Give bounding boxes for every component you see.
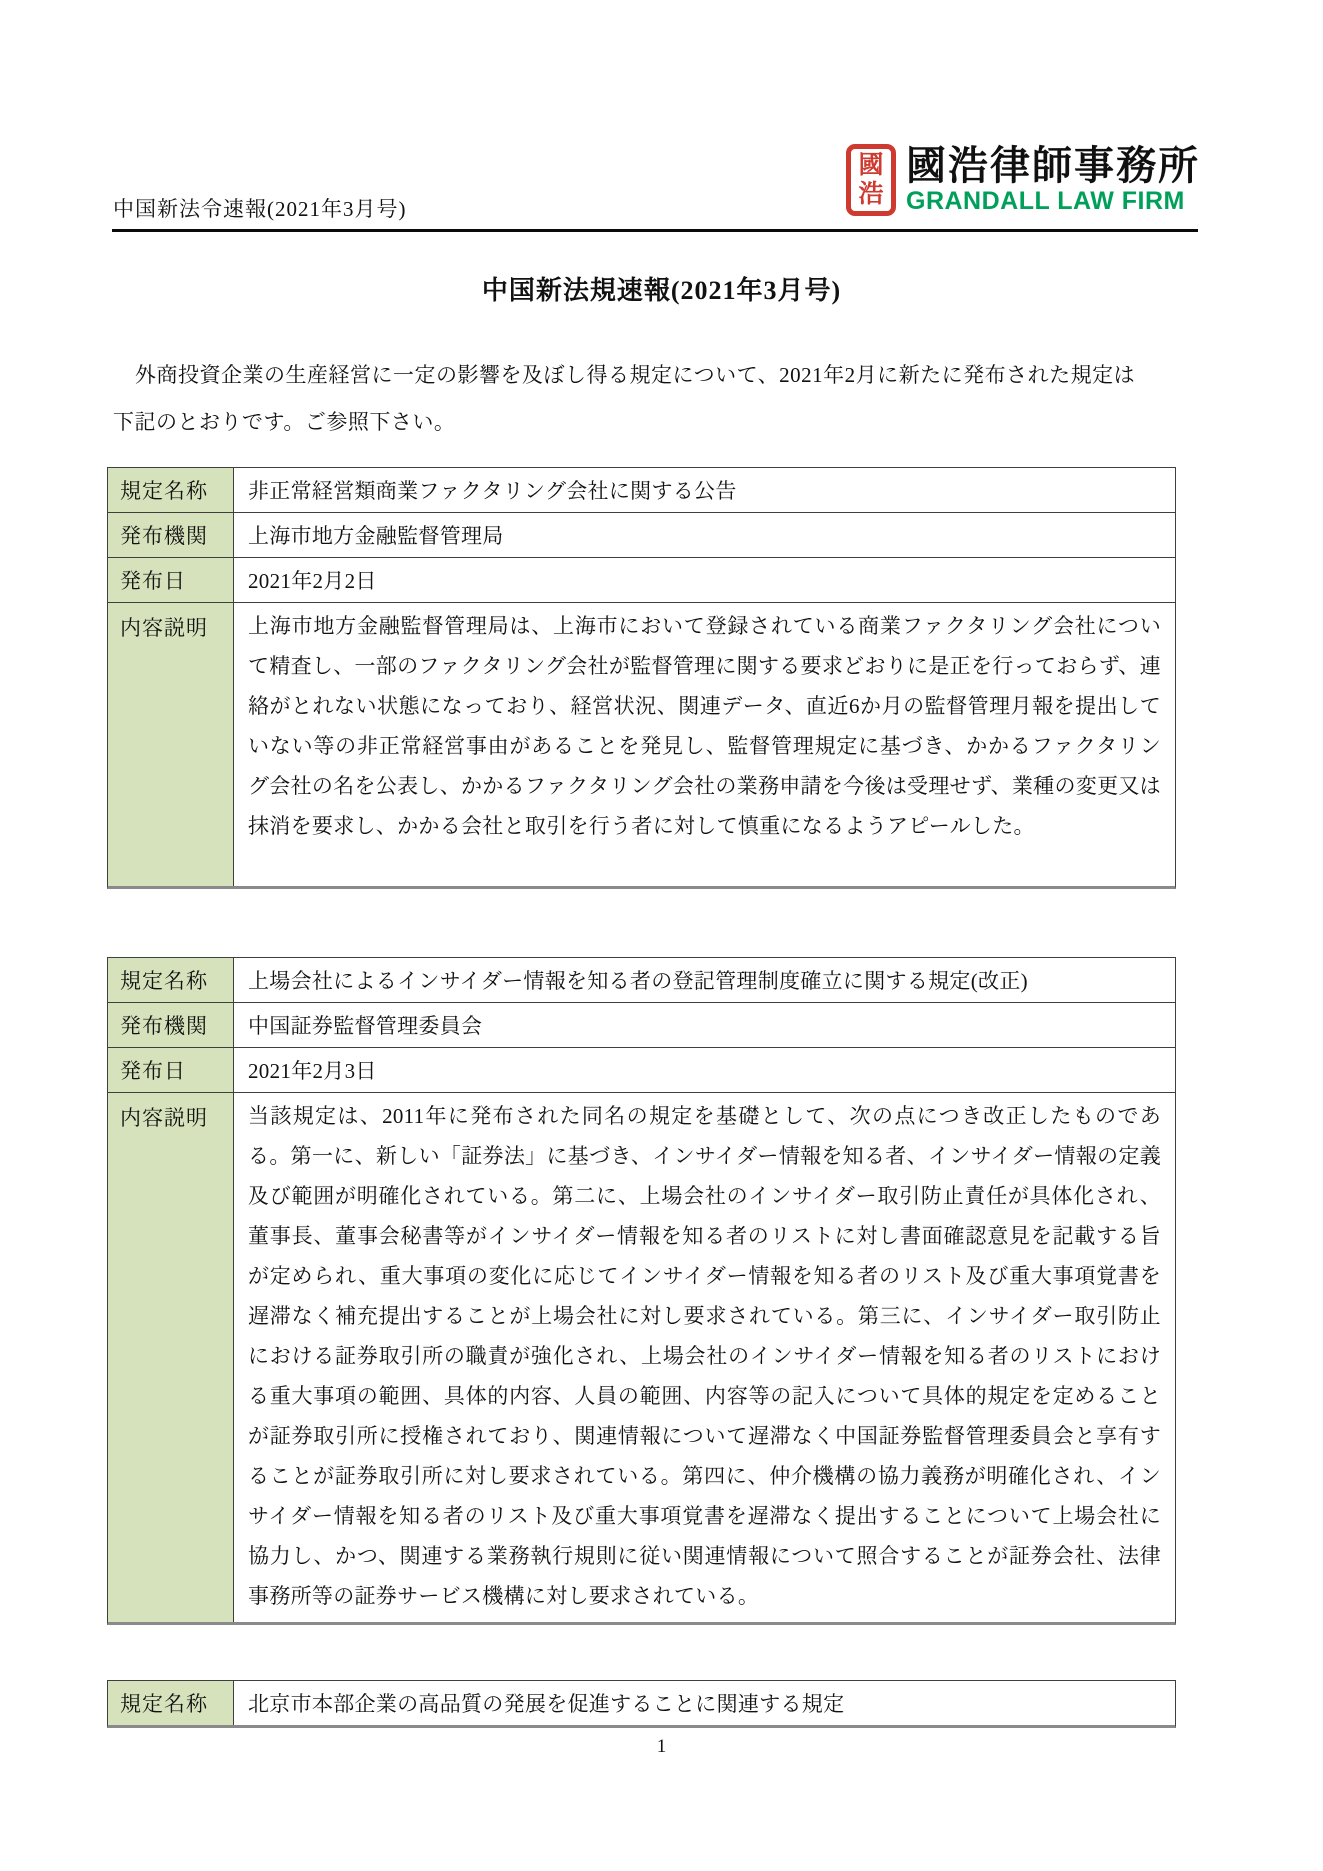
firm-name-cjk: 國浩律師事務所 [906, 144, 1200, 188]
regulation-table-1 [107, 467, 1176, 889]
table-row [108, 1093, 1175, 1622]
label-regulation-name: 規定名称 [108, 1681, 234, 1725]
table-row [108, 603, 1175, 886]
label-issuing-authority: 発布機関 [108, 1003, 234, 1047]
table-row [108, 1048, 1175, 1093]
issue-date-value: 2021年2月2日 [248, 569, 377, 593]
firm-seal-icon [846, 144, 896, 216]
label-description: 内容説明 [108, 1093, 234, 1622]
table-row [108, 1681, 1175, 1725]
intro-line-1: 外商投資企業の生産経営に一定の影響を及ぼし得る規定について、2021年2月に新たに発布された規定は [135, 363, 1136, 387]
description-value: 当該規定は、2011年に発布された同名の規定を基礎として、次の点につき改正したものである。第一に、新しい「証券法」に基づき、インサイダー情報を知る者、インサイダー情報の定義及び範囲が明確化されている。第二に、上場会社のインサイダー取引防止責任が具体化され、董事長、董事会秘書等がインサイダー情報を知る者のリストに対し書面確認意見を記載する旨が定められ、重大事項の変化に応じてインサイダー情報を知る者のリスト及び重大事項覚書を遅滞なく補充提出することが上場会社に対し要求されている。第三に、インサイダー取引防止における証券取引所の職責が強化され、上場会社のインサイダー情報を知る者のリストにおける重大事項の範囲、具体的内容、人員の範囲、内容等の記入について具体的規定を定めることが証券取引所に授権されており、関連情報について遅滞なく中国証券監督管理委員会と享有することが証券取引所に対し要求されている。第四に、仲介機構の協力義務が明確化され、インサイダー情報を知る者のリスト及び重大事項覚書を遅滞なく提出することについて上場会社に協力し、かつ、関連する業務執行規則に従い関連情報について照合することが証券会社、法律事務所等の証券サービス機構に対し要求されている。 [248, 1104, 1161, 1608]
seal-char-bottom: 浩 [858, 181, 884, 208]
label-regulation-name: 規定名称 [108, 958, 234, 1002]
header-divider [112, 229, 1198, 232]
page-title: 中国新法規速報(2021年3月号) [481, 276, 842, 305]
issuing-authority-value: 上海市地方金融監督管理局 [248, 524, 504, 548]
seal-char-top: 國 [858, 152, 884, 179]
firm-name-block [906, 144, 1200, 215]
intro-line-2: 下記のとおりです。ご参照下さい。 [113, 410, 456, 434]
regulation-name-value: 北京市本部企業の高品質の発展を促進することに関連する規定 [248, 1692, 845, 1716]
description-value: 上海市地方金融監督管理局は、上海市において登録されている商業ファクタリング会社について精査し、一部のファクタリング会社が監督管理に関する要求どおりに是正を行っておらず、連絡がとれない状態になっており、経営状況、関連データ、直近6か月の監督管理月報を提出していない等の非正常経営事由があることを発見し、監督管理規定に基づき、かかるファクタリング会社の名を公表し、かかるファクタリング会社の業務申請を今後は受理せず、業種の変更又は抹消を要求し、かかる会社と取引を行う者に対して慎重になるようアピールした。 [248, 614, 1161, 838]
regulation-table-2 [107, 957, 1176, 1625]
label-regulation-name: 規定名称 [108, 468, 234, 512]
label-issuing-authority: 発布機関 [108, 513, 234, 557]
header-title: 中国新法令速報(2021年3月号) [113, 197, 407, 221]
intro-paragraph [113, 352, 1199, 446]
label-issue-date: 発布日 [108, 1048, 234, 1092]
table-row [108, 513, 1175, 558]
page-number: 1 [656, 1736, 667, 1757]
regulation-name-value: 上場会社によるインサイダー情報を知る者の登記管理制度確立に関する規定(改正) [248, 969, 1028, 993]
label-description: 内容説明 [108, 603, 234, 886]
table-row [108, 468, 1175, 513]
issue-date-value: 2021年2月3日 [248, 1059, 377, 1083]
regulation-name-value: 非正常経営類商業ファクタリング会社に関する公告 [248, 479, 737, 503]
regulation-table-3 [107, 1680, 1176, 1728]
table-row [108, 1003, 1175, 1048]
issuing-authority-value: 中国証券監督管理委員会 [248, 1014, 483, 1038]
label-issue-date: 発布日 [108, 558, 234, 602]
firm-name-en: GRANDALL LAW FIRM [906, 187, 1185, 215]
table-row [108, 958, 1175, 1003]
table-row [108, 558, 1175, 603]
firm-logo [846, 144, 1200, 216]
